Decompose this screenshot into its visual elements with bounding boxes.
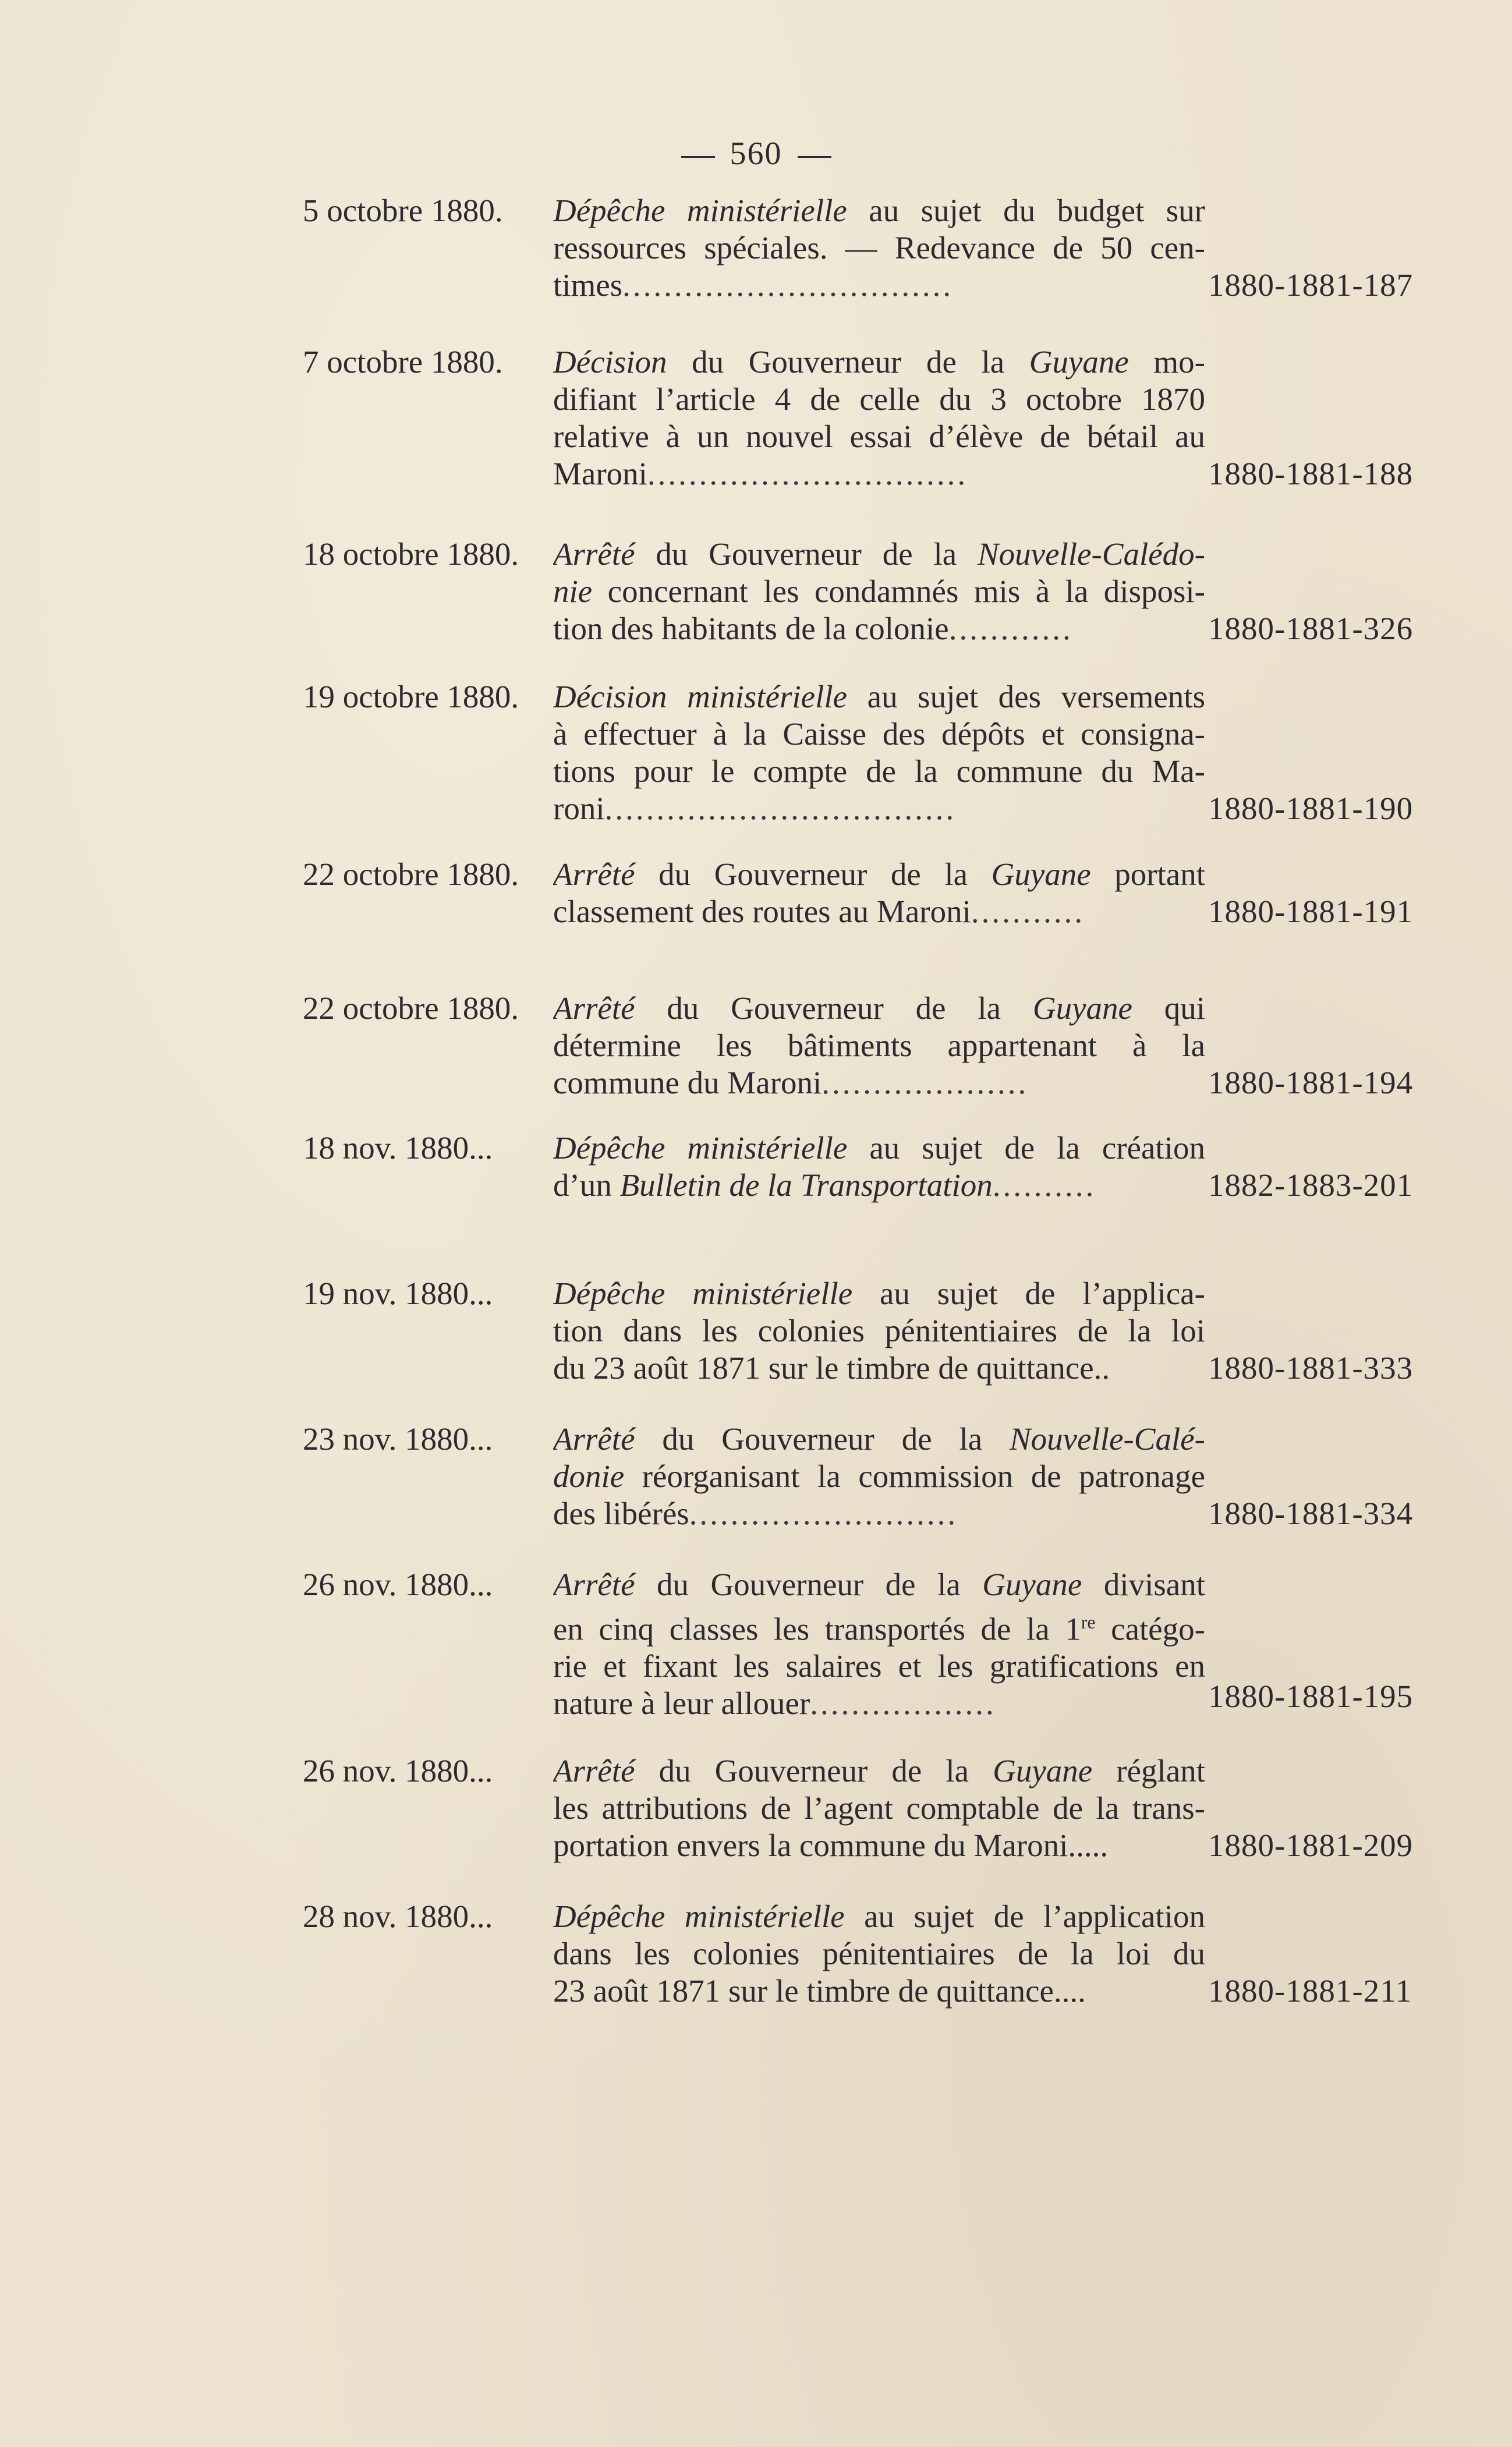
entry-italic-text: Dépêche ministérielle <box>553 1899 845 1934</box>
entry-date: 26 nov. 1880... <box>303 1753 493 1789</box>
entry-reference: 1880-1881-326 <box>1208 611 1414 646</box>
entry-text: au sujet du budget sur <box>847 193 1205 228</box>
entry-reference: 1880-1881-209 <box>1208 1828 1414 1863</box>
dot-leader: ............ <box>948 611 1073 646</box>
entry-text: classement des routes au Maroni <box>553 894 971 929</box>
entry-text: concernant les condamnés mis à la disposi- <box>592 573 1205 609</box>
entry-date: 19 nov. 1880... <box>303 1276 493 1311</box>
entry-text: commune du Maroni <box>553 1065 822 1100</box>
entry-description <box>553 990 1205 1102</box>
entry-text: au sujet de l’applica- <box>852 1276 1205 1311</box>
dot-leader: .................. <box>810 1685 996 1722</box>
entry-reference: 1880-1881-194 <box>1208 1065 1414 1100</box>
entry-description-line <box>553 716 1205 753</box>
entry-reference: 1880-1881-188 <box>1208 456 1414 491</box>
entry-description-line <box>553 1421 1205 1458</box>
entry-text: portant <box>1090 856 1205 892</box>
entry-text: d’un <box>553 1167 620 1203</box>
entry-date: 28 nov. 1880... <box>303 1899 493 1934</box>
entry-italic-text: Nouvelle-Calédo- <box>978 536 1205 572</box>
entry-date: 26 nov. 1880... <box>303 1567 493 1602</box>
entry-text: Maroni <box>553 456 647 491</box>
entry-text: times <box>553 267 623 303</box>
entry-description-line <box>553 455 1205 493</box>
entry-description-line <box>553 536 1205 573</box>
dot-leader: .......... <box>992 1167 1096 1203</box>
entry-italic-text: Guyane <box>991 856 1091 892</box>
entry-text: à effectuer à la Caisse des dépôts et consigna- <box>553 716 1205 752</box>
entry-description-line <box>553 1129 1205 1167</box>
entry-description <box>553 1898 1205 2010</box>
entry-text: au sujet de l’application <box>844 1899 1205 1934</box>
entry-date: 18 nov. 1880... <box>303 1130 493 1166</box>
entry-description <box>553 678 1205 827</box>
entry-text: tion des habitants de la colonie <box>553 611 949 646</box>
entry-text: mo- <box>1128 344 1205 380</box>
entry-description <box>553 536 1205 647</box>
entry-description-line <box>553 1064 1205 1102</box>
entry-text: roni <box>553 791 605 826</box>
entry-description-line <box>553 1790 1205 1827</box>
entry-text: dans les colonies pénitentiaires de la loi du <box>553 1936 1205 1971</box>
entry-date: 18 octobre 1880. <box>303 536 519 572</box>
entry-text: réglant <box>1092 1753 1205 1789</box>
entry-text: ressources spéciales. — Redevance de 50 cen- <box>553 230 1205 265</box>
entry-description-line <box>553 1495 1205 1532</box>
entry-description <box>553 1566 1205 1722</box>
entry-text: les attributions de l’agent comptable de la trans- <box>553 1790 1205 1826</box>
entry-description-line <box>553 192 1205 229</box>
entry-italic-text: Arrêté <box>553 1567 635 1602</box>
page-number: 560 <box>730 136 782 172</box>
entry-description-line <box>553 1027 1205 1064</box>
entry-italic-text: Arrêté <box>553 536 635 572</box>
entry-description-line <box>553 893 1205 930</box>
entry-description-line <box>553 418 1205 455</box>
page-number-dash-right <box>798 156 831 158</box>
dot-leader: .......................... <box>689 1496 958 1531</box>
entry-italic-text: Décision <box>553 344 667 380</box>
entry-text: relative à un nouvel essai d’élève de bétail au <box>553 419 1205 454</box>
entry-description <box>553 1752 1205 1864</box>
entry-text: du Gouverneur de la <box>667 344 1029 380</box>
entry-text: 23 août 1871 sur le timbre de quittance.... <box>553 1973 1086 2009</box>
entry-reference: 1882-1883-201 <box>1208 1167 1414 1203</box>
entry-text: détermine les bâtiments appartenant à la <box>553 1028 1205 1063</box>
entry-italic-text: nie <box>553 573 593 609</box>
entry-italic-text: Bulletin de la Transportation <box>619 1167 993 1203</box>
entry-description-line <box>553 1648 1205 1685</box>
entry-description-line <box>553 381 1205 418</box>
entry-description-line <box>553 1752 1205 1790</box>
entry-italic-text: Décision ministérielle <box>553 679 848 714</box>
entry-italic-text: Dépêche ministérielle <box>553 1130 848 1166</box>
entry-date: 22 octobre 1880. <box>303 856 519 892</box>
entry-italic-text: Guyane <box>1032 990 1132 1026</box>
entry-description-line <box>553 1167 1205 1204</box>
entry-text: du Gouverneur de la <box>635 1421 1010 1457</box>
entry-text: portation envers la commune du Maroni..... <box>553 1828 1109 1863</box>
entry-description <box>553 343 1205 493</box>
entry-reference: 1880-1881-187 <box>1208 267 1414 303</box>
entry-text: du Gouverneur de la <box>635 1753 993 1789</box>
entry-reference: 1880-1881-334 <box>1208 1496 1414 1531</box>
entry-italic-text: Nouvelle-Calé- <box>1010 1421 1205 1457</box>
entry-description <box>553 1129 1205 1204</box>
entry-description-line <box>553 1458 1205 1495</box>
entry-text: réorganisant la commission de patronage <box>624 1458 1205 1494</box>
page-number-dash-left <box>681 156 715 158</box>
entry-text: du Gouverneur de la <box>635 856 992 892</box>
entry-text: du Gouverneur de la <box>635 536 978 572</box>
entry-date: 19 octobre 1880. <box>303 679 519 714</box>
entry-text: nature à leur allouer <box>553 1685 810 1722</box>
entry-text: tion dans les colonies pénitentiaires de la loi <box>553 1313 1205 1348</box>
entry-description-line <box>553 229 1205 267</box>
entry-text: divisant <box>1082 1567 1205 1602</box>
entry-description-line <box>553 790 1205 827</box>
entry-reference: 1880-1881-195 <box>1208 1678 1414 1714</box>
entry-description-line: en cinq classes les transportés de la 1re catégo- <box>553 1611 1205 1647</box>
entry-description-line <box>553 753 1205 790</box>
dot-leader: ................................ <box>622 267 954 303</box>
entry-italic-text: Arrêté <box>553 1421 635 1457</box>
entry-text: du 23 août 1871 sur le timbre de quittance.. <box>553 1350 1110 1386</box>
entry-description-line <box>553 1685 1205 1722</box>
page-number-header <box>0 135 1512 172</box>
entry-description <box>553 192 1205 304</box>
entry-description-line <box>553 1275 1205 1312</box>
entry-date: 22 octobre 1880. <box>303 990 519 1026</box>
dot-leader: ........... <box>971 894 1085 929</box>
entry-description-line <box>553 1566 1205 1603</box>
entry-reference: 1880-1881-190 <box>1208 791 1414 826</box>
entry-text: rie et fixant les salaires et les gratifications en <box>553 1648 1205 1684</box>
entry-italic-text: donie <box>553 1458 625 1494</box>
entry-description-line <box>553 1973 1205 2010</box>
entry-description-line <box>553 678 1205 716</box>
entry-description-line <box>553 610 1205 647</box>
entry-text: au sujet de la création <box>847 1130 1205 1166</box>
entry-italic-text: Dépêche ministérielle <box>553 1276 853 1311</box>
entry-reference: 1880-1881-191 <box>1208 894 1414 929</box>
dot-leader: ............................... <box>647 456 968 491</box>
entry-text: qui <box>1132 990 1205 1026</box>
entry-text: difiant l’article 4 de celle du 3 octobre 1870 <box>553 381 1205 417</box>
entry-text: des libérés <box>553 1496 689 1531</box>
entry-text: du Gouverneur de la <box>635 990 1033 1026</box>
entry-description-line <box>553 1350 1205 1387</box>
entry-description-line <box>553 1935 1205 1973</box>
entry-italic-text: Guyane <box>993 1753 1093 1789</box>
entry-italic-text: Arrêté <box>553 990 635 1026</box>
entry-date: 7 octobre 1880. <box>303 344 503 380</box>
entry-description-line <box>553 1827 1205 1864</box>
entry-description-line <box>553 343 1205 381</box>
entry-text: du Gouverneur de la <box>635 1567 983 1602</box>
entry-description-line <box>553 856 1205 893</box>
entry-description <box>553 856 1205 930</box>
entry-description-line <box>553 990 1205 1027</box>
entry-description-line <box>553 573 1205 610</box>
entry-description-line <box>553 267 1205 304</box>
entry-description <box>553 1275 1205 1387</box>
entry-italic-text: Dépêche ministérielle <box>553 193 847 228</box>
entry-italic-text: Guyane <box>982 1567 1082 1602</box>
entry-italic-text: Arrêté <box>553 1753 635 1789</box>
entry-description-line <box>553 1312 1205 1350</box>
entry-text: au sujet des versements <box>847 679 1205 714</box>
entry-date: 5 octobre 1880. <box>303 193 503 228</box>
dot-leader: .................... <box>821 1065 1029 1100</box>
entry-text: tions pour le compte de la commune du Ma- <box>553 753 1205 789</box>
entry-description <box>553 1421 1205 1532</box>
entry-italic-text: Guyane <box>1029 344 1129 380</box>
entry-reference: 1880-1881-211 <box>1208 1973 1412 2009</box>
entry-description-line <box>553 1898 1205 1935</box>
dot-leader: .................................. <box>604 791 957 826</box>
entry-date: 23 nov. 1880... <box>303 1421 493 1457</box>
entry-reference: 1880-1881-333 <box>1208 1350 1414 1386</box>
entry-italic-text: Arrêté <box>553 856 635 892</box>
